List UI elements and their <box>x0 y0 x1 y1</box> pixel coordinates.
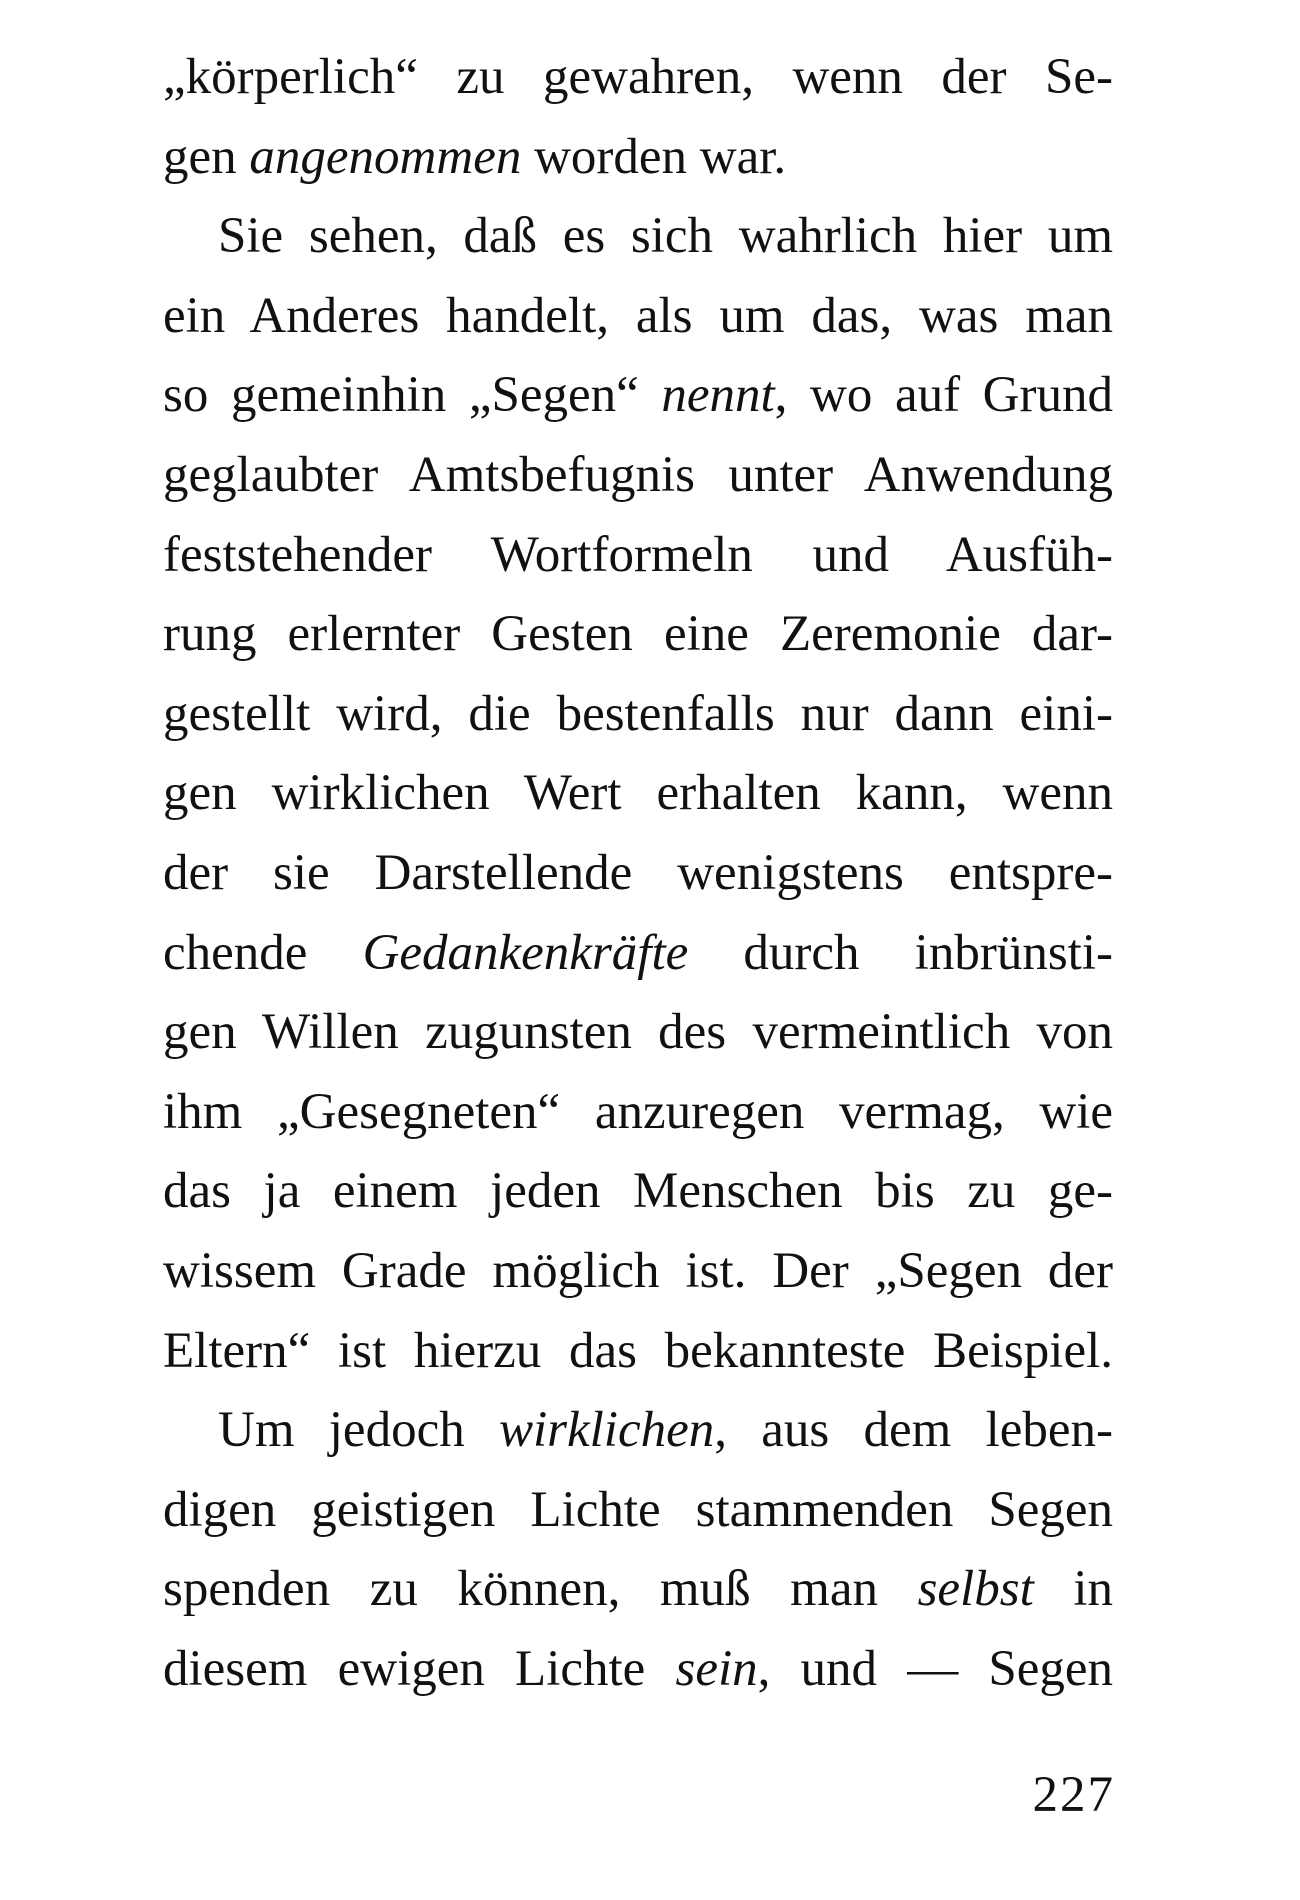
text-run: chende <box>163 924 363 981</box>
text-run: , wo auf Grund <box>774 367 1113 424</box>
text-run: spenden zu können, muß man <box>163 1561 918 1618</box>
text-run: worden war. <box>521 128 787 185</box>
text-line <box>163 595 1113 675</box>
text-line <box>163 1073 1113 1153</box>
text-line <box>163 197 1113 277</box>
text-line <box>163 1152 1113 1232</box>
text-line <box>163 38 1113 118</box>
text-run: in <box>1033 1561 1113 1618</box>
text-line <box>163 754 1113 834</box>
italic-text: Gedankenkräfte <box>362 924 689 981</box>
text-line <box>163 277 1113 357</box>
text-line <box>163 516 1113 596</box>
text-line <box>163 118 1113 198</box>
text-line <box>163 1232 1113 1312</box>
text-line <box>163 834 1113 914</box>
text-run: gen <box>163 128 250 185</box>
italic-text: sein <box>675 1640 758 1697</box>
text-run: so gemeinhin „Segen“ <box>163 367 662 424</box>
text-line <box>163 675 1113 755</box>
text-run: ein Anderes handelt, als um das, was man <box>163 287 1113 344</box>
text-run: digen geistigen Lichte stammenden Segen <box>163 1481 1113 1538</box>
text-run: durch inbrünsti- <box>688 924 1113 981</box>
text-run: , aus dem leben- <box>714 1402 1113 1459</box>
text-run: geglaubter Amtsbefugnis unter Anwendung <box>163 446 1113 503</box>
text-line <box>163 1391 1113 1471</box>
text-run: ihm „Gesegneten“ anzuregen vermag, wie <box>163 1083 1113 1140</box>
text-run: feststehender Wortformeln und Ausfüh- <box>163 526 1113 583</box>
text-line <box>163 436 1113 516</box>
text-run: diesem ewigen Lichte <box>163 1640 676 1697</box>
text-run: wissem Grade möglich ist. Der „Segen der <box>163 1242 1113 1299</box>
text-run: Sie sehen, daß es sich wahrlich hier um <box>218 208 1113 265</box>
text-run: gestellt wird, die bestenfalls nur dann eini- <box>163 685 1113 742</box>
text-run: der sie Darstellende wenigstens entspre- <box>163 844 1113 901</box>
italic-text: selbst <box>917 1561 1034 1618</box>
italic-text: angenommen <box>249 128 522 185</box>
text-run: Eltern“ ist hierzu das bekannteste Beispiel. <box>163 1322 1113 1379</box>
text-line <box>163 1471 1113 1551</box>
italic-text: wirklichen <box>498 1402 715 1459</box>
text-run: , und — Segen <box>757 1640 1114 1697</box>
text-run: gen wirklichen Wert erhalten kann, wenn <box>163 765 1113 822</box>
text-line <box>163 356 1113 436</box>
text-line <box>163 914 1113 994</box>
text-run: rung erlernter Gesten eine Zeremonie dar- <box>163 606 1113 663</box>
text-run: „körperlich“ zu gewahren, wenn der Se- <box>163 49 1113 105</box>
text-line <box>163 1630 1113 1710</box>
text-line <box>163 1550 1113 1630</box>
italic-text: nennt <box>661 367 775 424</box>
text-run: das ja einem jeden Menschen bis zu ge- <box>163 1163 1113 1220</box>
page-number: 227 <box>1032 1767 1115 1823</box>
text-line <box>163 1312 1113 1392</box>
body-text <box>163 38 1113 1709</box>
text-line <box>163 993 1113 1073</box>
text-run: Um jedoch <box>218 1402 499 1459</box>
text-run: gen Willen zugunsten des vermeintlich von <box>163 1004 1113 1061</box>
